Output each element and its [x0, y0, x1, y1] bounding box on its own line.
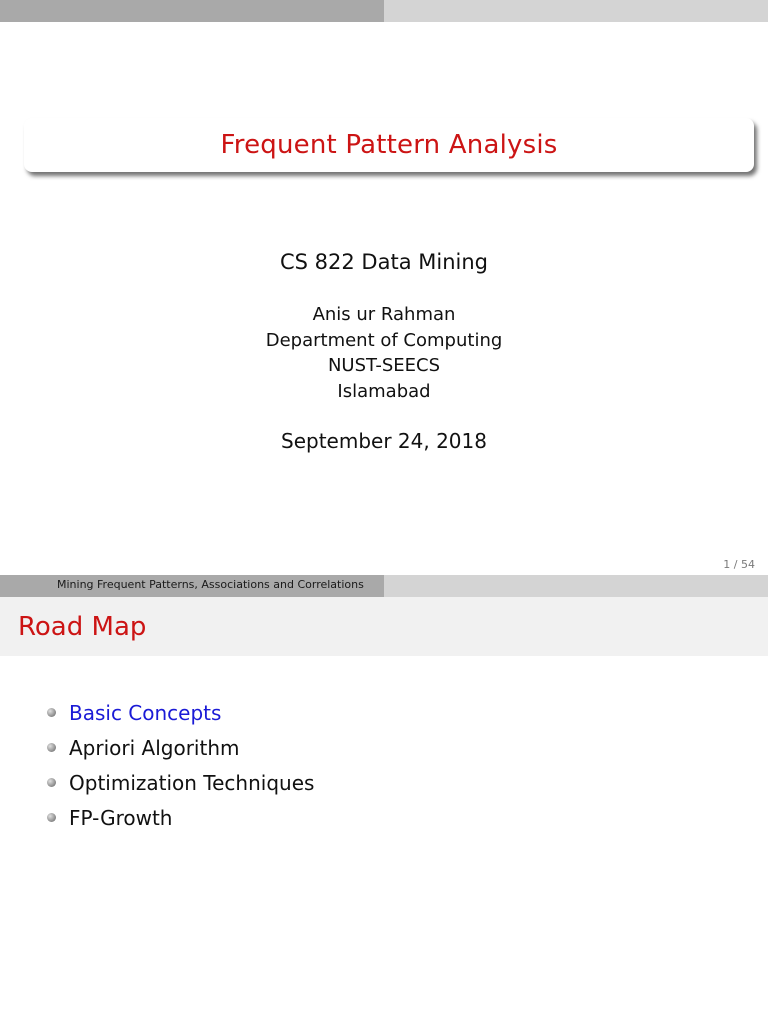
list-item — [0, 695, 768, 730]
list-item-label: FP-Growth — [69, 805, 173, 830]
page-number: 1 / 54 — [723, 558, 755, 571]
list-item — [0, 765, 768, 800]
author-block — [0, 302, 768, 404]
institution-name: NUST-SEECS — [327, 355, 441, 376]
nav-bar-right-segment — [384, 575, 768, 597]
title-box — [24, 118, 754, 172]
list-item-label: Apriori Algorithm — [69, 735, 240, 760]
course-name: CS 822 Data Mining — [280, 250, 488, 274]
road-map-slide — [0, 575, 768, 1024]
list-item — [0, 800, 768, 835]
list-item-label: Optimization Techniques — [69, 770, 315, 795]
list-item — [0, 730, 768, 765]
top-bar-right-segment — [384, 0, 768, 22]
top-bar-left-segment — [0, 0, 384, 22]
bullet-ball-icon — [47, 708, 56, 717]
department-name: Department of Computing — [265, 329, 503, 351]
section-nav-link[interactable]: Mining Frequent Patterns, Associations and Correlations — [57, 578, 364, 591]
list-item-label[interactable]: Basic Concepts — [69, 700, 222, 725]
author-name: Anis ur Rahman — [312, 304, 456, 325]
presentation-date: September 24, 2018 — [281, 429, 487, 453]
bullet-ball-icon — [47, 813, 56, 822]
road-map-list — [0, 695, 768, 835]
section-navigation-bar — [0, 575, 768, 597]
frame-title: Road Map — [18, 612, 147, 642]
city-name: Islamabad — [337, 380, 431, 402]
top-progress-bar — [0, 0, 768, 22]
bullet-ball-icon — [47, 778, 56, 787]
frame-header — [0, 597, 768, 656]
presentation-title: Frequent Pattern Analysis — [220, 130, 558, 160]
bullet-ball-icon — [47, 743, 56, 752]
